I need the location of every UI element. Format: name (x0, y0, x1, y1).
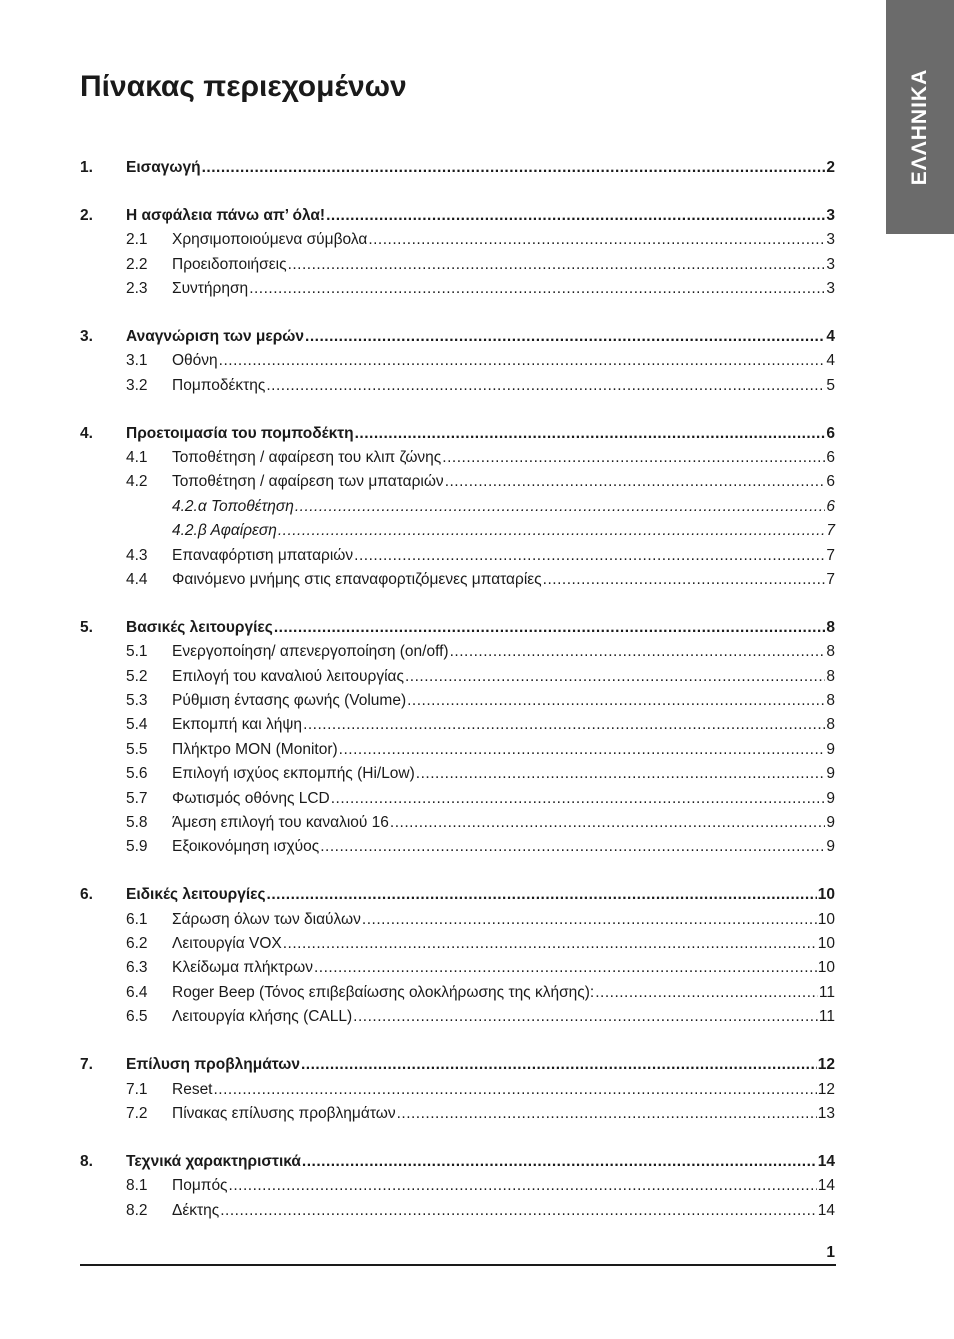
toc-subentry[interactable] (80, 1174, 835, 1198)
toc-entry-label: Ενεργοποίηση/ απενεργοποίηση (on/off) (172, 643, 449, 661)
toc-leader-dots (331, 787, 826, 811)
toc-entry-label: Πίνακας επίλυσης προβλημάτων (172, 1104, 396, 1122)
toc-entry-label: Τεχνικά χαρακτηριστικά (126, 1152, 301, 1170)
toc-entry-page: 6 (826, 449, 835, 467)
toc-subentry[interactable] (80, 228, 835, 252)
toc-subentry[interactable] (80, 277, 835, 301)
toc-subentry[interactable] (80, 762, 835, 786)
toc-entry-label: Πομποδέκτης (172, 376, 266, 394)
toc-entry-page: 8 (826, 667, 835, 685)
toc-subentry[interactable] (80, 349, 835, 373)
toc-entry-label: 4.2.β Αφαίρεση (172, 522, 277, 540)
toc-entry-label: Επαναφόρτιση μπαταριών (172, 546, 354, 564)
toc-entry-label: Επίλυση προβλημάτων (126, 1056, 300, 1074)
toc-entry-label: Δέκτης (172, 1201, 220, 1219)
toc-leader-dots (353, 1005, 818, 1029)
toc-leader-dots (278, 519, 826, 543)
toc-subentry[interactable] (80, 956, 835, 980)
toc-entry-number: 5.5 (126, 740, 148, 758)
toc-subentry[interactable] (80, 1005, 835, 1029)
toc-entry-number: 6.5 (126, 1008, 148, 1026)
toc-entry-page: 14 (817, 1152, 835, 1170)
toc-subentry[interactable] (80, 981, 835, 1005)
language-tab-label: ΕΛΛΗΝΙΚΑ (908, 68, 931, 186)
toc-leader-dots (301, 1053, 817, 1077)
toc-entry[interactable] (80, 616, 835, 640)
toc-entry-page: 9 (826, 813, 835, 831)
toc-subentry[interactable] (80, 835, 835, 859)
toc-entry-label: Λειτουργία κλήσης (CALL) (172, 1008, 353, 1026)
toc-entry-number: 6.4 (126, 983, 148, 1001)
toc-entry-number: 6.2 (126, 935, 148, 953)
toc-entry-number: 5.9 (126, 838, 148, 856)
toc-entry[interactable] (80, 204, 835, 228)
toc-entry-page: 9 (826, 740, 835, 758)
toc-leader-dots (416, 762, 826, 786)
toc-leader-dots (339, 738, 826, 762)
toc-leader-dots (266, 374, 825, 398)
toc-entry[interactable] (80, 325, 835, 349)
toc-entry-page: 10 (817, 935, 835, 953)
toc-entry-page: 11 (818, 983, 835, 1001)
toc-subentry[interactable] (80, 640, 835, 664)
toc-leader-dots (249, 277, 825, 301)
toc-entry-page: 3 (826, 231, 835, 249)
toc-entry-number: 5.1 (126, 643, 148, 661)
toc-leader-dots (354, 544, 825, 568)
toc-subentry[interactable] (80, 568, 835, 592)
toc-subentry[interactable] (80, 519, 835, 543)
toc-leader-dots (283, 932, 817, 956)
toc-leader-dots (390, 811, 825, 835)
toc-entry-page: 14 (817, 1177, 835, 1195)
toc-entry-number: 4.2 (126, 473, 148, 491)
toc-entry-label: Οθόνη (172, 352, 218, 370)
toc-subentry[interactable] (80, 932, 835, 956)
toc-entry-label: Βασικές λειτουργίες (126, 618, 273, 636)
toc-entry-page: 6 (826, 424, 835, 442)
toc-leader-dots (229, 1174, 817, 1198)
toc-entry-label: Προετοιμασία του πομποδέκτη (126, 424, 354, 442)
toc-entry-page: 7 (826, 522, 835, 540)
toc-entry-page: 8 (826, 716, 835, 734)
toc-entry-label: Εισαγωγή (126, 159, 201, 176)
toc-entry[interactable] (80, 883, 835, 907)
toc-entry-page: 10 (817, 959, 835, 977)
toc-leader-dots (595, 981, 818, 1005)
toc-entry-number: 5.7 (126, 789, 148, 807)
toc-entry-number: 5.3 (126, 692, 148, 710)
toc-entry-page: 7 (826, 570, 835, 588)
toc-entry-number: 5.8 (126, 813, 148, 831)
toc-leader-dots (405, 665, 825, 689)
toc-entry-number: 4.3 (126, 546, 148, 564)
toc-leader-dots (442, 446, 825, 470)
toc-subentry[interactable] (80, 665, 835, 689)
toc-entry[interactable] (80, 1053, 835, 1077)
toc-leader-dots (320, 835, 825, 859)
toc-entry-page: 14 (817, 1201, 835, 1219)
toc-entry-page: 6 (826, 497, 835, 515)
toc-entry-page: 12 (817, 1056, 835, 1074)
toc-subentry[interactable] (80, 908, 835, 932)
toc-entry-label: Φωτισμός οθόνης LCD (172, 789, 330, 807)
toc-entry-label: Reset (172, 1080, 213, 1098)
toc-leader-dots (368, 228, 825, 252)
toc-leader-dots (295, 495, 826, 519)
toc-entry-page: 2 (826, 159, 835, 176)
toc-entry-number: 5.6 (126, 765, 148, 783)
toc-entry-number: 1. (80, 159, 93, 176)
toc-entry-label: Κλείδωμα πλήκτρων (172, 959, 313, 977)
toc-entry-page: 8 (826, 692, 835, 710)
table-of-contents (80, 156, 835, 1223)
page-number: 1 (826, 1244, 835, 1261)
toc-leader-dots (220, 1199, 817, 1223)
toc-entry-label: Ειδικές λειτουργίες (126, 886, 266, 904)
toc-subentry[interactable] (80, 811, 835, 835)
toc-entry-page: 7 (826, 546, 835, 564)
toc-subentry[interactable] (80, 738, 835, 762)
toc-leader-dots (302, 1150, 817, 1174)
toc-entry-label: Σάρωση όλων των διαύλων (172, 910, 361, 928)
toc-leader-dots (303, 713, 825, 737)
toc-entry-label: Επιλογή του καναλιού λειτουργίας (172, 667, 404, 685)
toc-entry-label: Άμεση επιλογή του καναλιού 16 (172, 813, 389, 831)
toc-leader-dots (397, 1102, 817, 1126)
toc-entry-number: 2.1 (126, 231, 148, 249)
toc-entry-label: Ρύθμιση έντασης φωνής (Volume) (172, 692, 407, 710)
toc-entry-page: 3 (826, 206, 835, 224)
toc-entry-label: Αναγνώριση των μερών (126, 327, 305, 345)
toc-entry-label: Roger Beep (Τόνος επιβεβαίωσης ολοκλήρωσης της κλήσης): (172, 983, 595, 1001)
toc-entry-number: 3. (80, 327, 93, 345)
footer-divider (80, 1264, 836, 1266)
toc-entry-number: 2.3 (126, 280, 148, 298)
toc-entry-label: Λειτουργία VOX (172, 935, 282, 953)
toc-leader-dots (326, 204, 825, 228)
toc-subentry[interactable] (80, 495, 835, 519)
toc-leader-dots (407, 689, 825, 713)
toc-entry-label: Η ασφάλεια πάνω απ’ όλα! (126, 206, 326, 224)
toc-entry-page: 4 (826, 327, 835, 345)
toc-entry[interactable] (80, 156, 835, 180)
toc-entry-label: Πομπός (172, 1177, 228, 1195)
toc-subentry[interactable] (80, 470, 835, 494)
toc-entry-label: Εξοικονόμηση ισχύος (172, 838, 320, 856)
toc-leader-dots (288, 253, 826, 277)
toc-entry-number: 6.3 (126, 959, 148, 977)
toc-leader-dots (274, 616, 826, 640)
toc-entry-number: 2.2 (126, 255, 148, 273)
toc-entry-page: 8 (826, 618, 835, 636)
toc-entry-number: 5.2 (126, 667, 148, 685)
toc-leader-dots (267, 883, 817, 907)
toc-entry-label: Φαινόμενο μνήμης στις επαναφορτιζόμενες μπαταρίες (172, 570, 542, 588)
toc-entry-page: 13 (817, 1104, 835, 1122)
toc-subentry[interactable] (80, 1102, 835, 1126)
toc-entry-page: 3 (826, 280, 835, 298)
toc-entry-page: 10 (817, 886, 835, 904)
toc-entry-number: 8.1 (126, 1177, 148, 1195)
toc-entry-label: 4.2.α Τοποθέτηση (172, 497, 294, 515)
toc-entry-page: 12 (817, 1080, 835, 1098)
toc-subentry[interactable] (80, 544, 835, 568)
toc-entry-number: 7.1 (126, 1080, 148, 1098)
toc-entry-page: 9 (826, 765, 835, 783)
toc-entry-number: 2. (80, 206, 93, 224)
toc-subentry[interactable] (80, 374, 835, 398)
toc-entry-label: Τοποθέτηση / αφαίρεση του κλιπ ζώνης (172, 449, 442, 467)
toc-entry-number: 8.2 (126, 1201, 148, 1219)
toc-entry-number: 8. (80, 1152, 93, 1170)
toc-subentry[interactable] (80, 1078, 835, 1102)
toc-entry-label: Συντήρηση (172, 280, 249, 298)
toc-entry-page: 4 (826, 352, 835, 370)
toc-entry-number: 6.1 (126, 910, 148, 928)
toc-entry-page: 11 (818, 1008, 835, 1026)
toc-entry-page: 8 (826, 643, 835, 661)
toc-entry-number: 4.4 (126, 570, 148, 588)
toc-entry-number: 3.1 (126, 352, 148, 370)
language-tab (886, 0, 954, 234)
toc-leader-dots (314, 956, 817, 980)
toc-subentry[interactable] (80, 689, 835, 713)
toc-entry-page: 3 (826, 255, 835, 273)
toc-leader-dots (305, 325, 825, 349)
toc-entry-label: Επιλογή ισχύος εκπομπής (Hi/Low) (172, 765, 415, 783)
toc-entry-page: 9 (826, 789, 835, 807)
toc-entry-page: 5 (826, 376, 835, 394)
toc-entry-label: Τοποθέτηση / αφαίρεση των μπαταριών (172, 473, 444, 491)
toc-subentry[interactable] (80, 787, 835, 811)
toc-entry-page: 9 (826, 838, 835, 856)
toc-leader-dots (355, 422, 826, 446)
toc-entry-number: 6. (80, 886, 93, 904)
toc-leader-dots (450, 640, 826, 664)
toc-subentry[interactable] (80, 446, 835, 470)
toc-leader-dots (202, 156, 826, 180)
toc-leader-dots (543, 568, 826, 592)
toc-entry-label: Εκπομπή και λήψη (172, 716, 303, 734)
toc-entry[interactable] (80, 1150, 835, 1174)
page-title: Πίνακας περιεχομένων (80, 70, 407, 103)
toc-entry-number: 3.2 (126, 376, 148, 394)
toc-entry[interactable] (80, 422, 835, 446)
toc-subentry[interactable] (80, 253, 835, 277)
toc-leader-dots (214, 1078, 817, 1102)
toc-entry-number: 7. (80, 1056, 93, 1074)
toc-subentry[interactable] (80, 1199, 835, 1223)
toc-entry-label: Πλήκτρο MON (Monitor) (172, 740, 338, 758)
toc-entry-number: 7.2 (126, 1104, 148, 1122)
toc-entry-number: 5.4 (126, 716, 148, 734)
toc-leader-dots (445, 470, 826, 494)
toc-entry-label: Χρησιμοποιούμενα σύμβολα (172, 231, 368, 249)
toc-entry-page: 10 (817, 910, 835, 928)
toc-subentry[interactable] (80, 713, 835, 737)
toc-leader-dots (362, 908, 817, 932)
toc-entry-label: Προειδοποιήσεις (172, 255, 287, 273)
toc-entry-number: 4. (80, 424, 93, 442)
toc-entry-page: 6 (826, 473, 835, 491)
toc-entry-number: 5. (80, 618, 93, 636)
toc-entry-number: 4.1 (126, 449, 148, 467)
toc-leader-dots (219, 349, 826, 373)
